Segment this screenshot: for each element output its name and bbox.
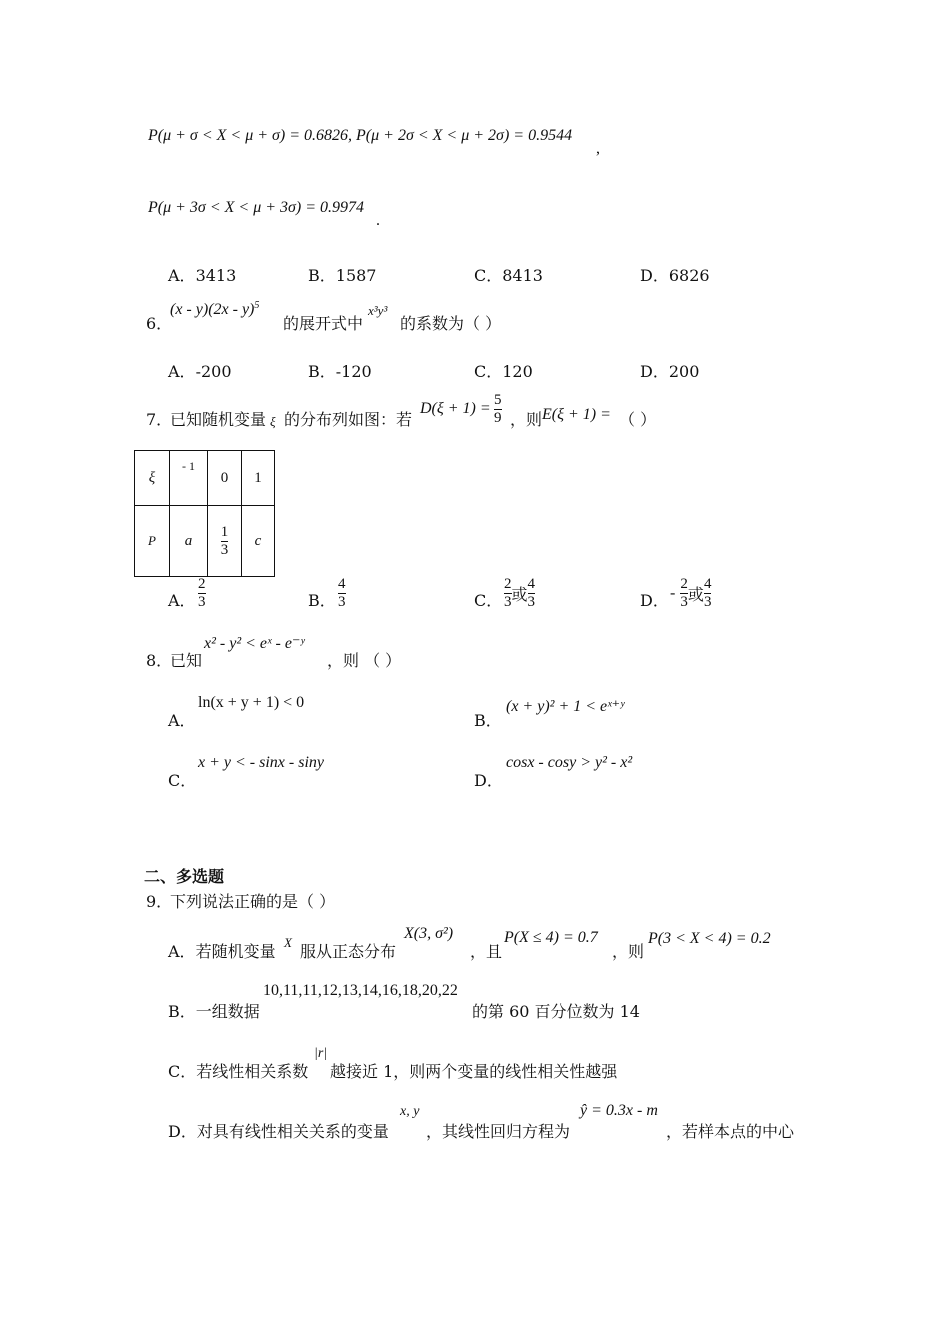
- q7-option-b[interactable]: B．: [308, 591, 336, 610]
- q8-text-start: 已知: [170, 651, 203, 670]
- q9-stem: 下列说法正确的是（ ）: [170, 892, 336, 911]
- q9-option-d-vars: x, y: [400, 1104, 420, 1119]
- distribution-table: [134, 450, 275, 577]
- q7-text-start: 已知随机变量: [170, 410, 267, 429]
- q9-option-c[interactable]: C．若线性相关系数: [168, 1062, 309, 1081]
- q6-formula: (x - y)(2x - y)$^5$: [170, 300, 260, 318]
- q9-option-b[interactable]: B．一组数据: [168, 1002, 260, 1021]
- q9-option-d-formula: ŷ = 0.3x - m: [580, 1102, 658, 1119]
- q5-comma: ,: [596, 140, 600, 157]
- table-cell-0: 0: [208, 451, 242, 506]
- q5-formula-line1: P(μ + σ < X < μ + σ) = 0.6826, P(μ + 2σ < X < μ + 2σ) = 0.9544: [148, 127, 573, 144]
- q9-option-d-text3: ，若样本点的中心: [666, 1122, 795, 1141]
- q5-period: .: [376, 212, 380, 229]
- q9-option-d[interactable]: D．对具有线性相关关系的变量: [168, 1122, 389, 1141]
- q5-option-a[interactable]: A．3413: [168, 266, 237, 285]
- q8-option-a-label[interactable]: A．: [168, 711, 196, 730]
- q7-text-mid: 的分布列如图：若: [284, 410, 413, 429]
- q9-option-b-data: 10,11,11,12,13,14,16,18,20,22: [263, 982, 458, 999]
- q7-option-c-value: $\frac{2}{3}$ 或 $\frac{4}{3}$: [504, 576, 536, 610]
- q6-term: x³y³: [368, 303, 388, 318]
- q5-option-b[interactable]: B．1587: [308, 266, 377, 285]
- table-cell-minus1: - 1: [170, 451, 208, 506]
- q9-number: 9．: [146, 892, 173, 911]
- q9-option-c-text2: 越接近 1，则两个变量的线性相关性越强: [330, 1062, 618, 1081]
- q8-option-a-formula: ln(x + y + 1) < 0: [198, 694, 305, 711]
- q8-option-d-label[interactable]: D．: [474, 771, 503, 790]
- q9-option-a-var: X: [284, 935, 292, 950]
- q6-text-mid: 的展开式中: [283, 314, 364, 333]
- q8-text-end: ，则 （ ）: [327, 651, 402, 670]
- table-cell-c: c: [242, 506, 275, 577]
- q7-option-d-value: - $\frac{2}{3}$ 或 $\frac{4}{3}$: [670, 576, 712, 610]
- q8-option-d-formula: cosx - cosy > y² - x²: [506, 754, 633, 771]
- q7-option-a[interactable]: A．: [168, 591, 196, 610]
- q8-option-b-label[interactable]: B．: [474, 711, 502, 730]
- q7-option-d[interactable]: D．: [640, 591, 669, 610]
- q8-option-c-formula: x + y < - sinx - siny: [198, 754, 324, 771]
- table-cell-1: 1: [242, 451, 275, 506]
- table-cell-a: a: [170, 506, 208, 577]
- q9-option-b-text2: 的第 60 百分位数为 14: [472, 1002, 640, 1021]
- q9-option-a[interactable]: A．若随机变量: [168, 942, 276, 961]
- q7-option-c[interactable]: C．: [474, 591, 503, 610]
- q6-option-d[interactable]: D．200: [640, 362, 700, 381]
- q7-condition-fraction: $\frac{5}{9}$: [494, 392, 502, 426]
- q9-option-a-formula3: P(3 < X < 4) = 0.2: [648, 930, 771, 947]
- q8-option-c-label[interactable]: C．: [168, 771, 197, 790]
- q7-option-b-fraction: $\frac{4}{3}$: [338, 576, 346, 610]
- q7-text-end: （ ）: [619, 410, 657, 429]
- q7-var: ξ: [270, 414, 276, 429]
- q7-option-a-fraction: $\frac{2}{3}$: [198, 576, 206, 610]
- q6-option-c[interactable]: C．120: [474, 362, 533, 381]
- q9-option-a-text4: ，则: [612, 942, 645, 961]
- table-cell-one-third: $\frac{1}{3}$: [208, 506, 242, 577]
- q9-option-d-text2: ，其线性回归方程为: [426, 1122, 571, 1141]
- q8-number: 8．: [146, 651, 173, 670]
- q7-condition: D(ξ + 1) =: [420, 400, 491, 417]
- q6-option-a[interactable]: A．-200: [168, 362, 232, 381]
- q6-option-b[interactable]: B．-120: [308, 362, 372, 381]
- q8-option-b-formula: (x + y)² + 1 < eˣ⁺ʸ: [506, 698, 625, 715]
- q9-option-c-formula: |r|: [314, 1046, 328, 1061]
- q9-option-a-formula1: X(3, σ²): [404, 925, 454, 942]
- q5-option-c[interactable]: C．8413: [474, 266, 543, 285]
- q6-number: 6．: [146, 314, 173, 333]
- table-cell-xi: ξ: [135, 451, 170, 506]
- q7-text-then: ，则: [510, 410, 543, 429]
- q5-option-d[interactable]: D．6826: [640, 266, 710, 285]
- q7-ask: E(ξ + 1) =: [542, 406, 611, 423]
- q9-option-a-text2: 服从正态分布: [300, 942, 397, 961]
- section-heading-multiple-choice: 二、多选题: [144, 867, 225, 886]
- q5-formula-line2: P(μ + 3σ < X < μ + 3σ) = 0.9974: [148, 199, 365, 216]
- q8-formula: x² - y² < eˣ - e⁻ʸ: [204, 635, 305, 652]
- q9-option-a-text3: ，且: [470, 942, 503, 961]
- table-cell-p: P: [135, 506, 170, 577]
- q7-number: 7．: [146, 410, 173, 429]
- q6-text-end: 的系数为（ ）: [400, 314, 502, 333]
- q9-option-a-formula2: P(X ≤ 4) = 0.7: [504, 929, 598, 946]
